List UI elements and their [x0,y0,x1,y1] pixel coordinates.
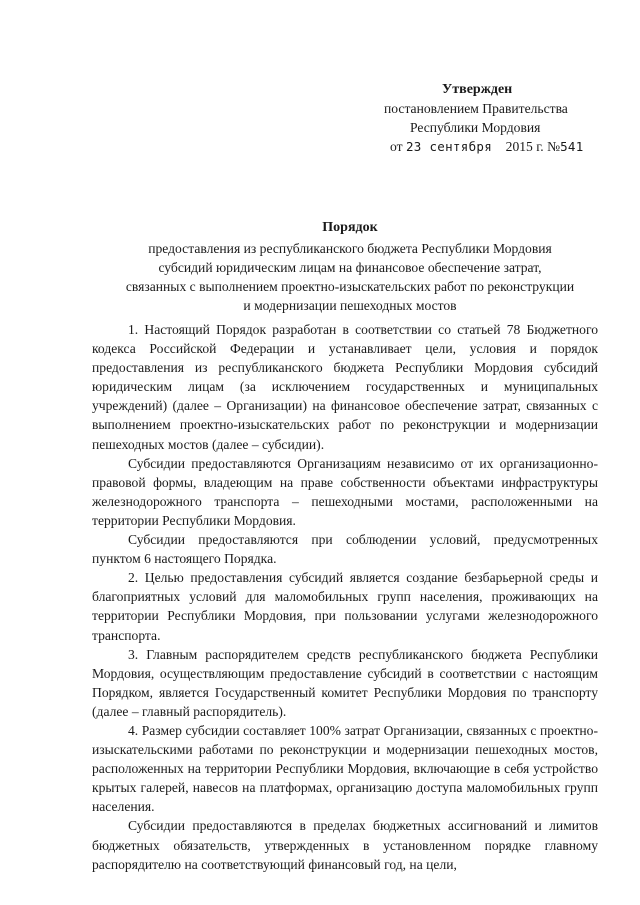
title-line-3: связанных с выполнением проектно-изыскательских работ по реконструкции [125,279,575,294]
approval-heading: Утвержден [442,82,513,97]
document-body [92,320,598,874]
approval-line-date [370,137,610,156]
approval-number-handwritten: 541 [560,139,584,154]
approval-date-handwritten: 23 сентября [405,139,493,154]
approval-year: 2015 г. № [505,139,561,154]
title-line-4: и модернизации пешеходных мостов [243,298,457,313]
approval-stamp-block [370,80,610,156]
paragraph: 1. Настоящий Порядок разработан в соответствии со статьей 78 Бюджетного кодекса Российской Федерации и устанавливает цели, условия и порядок предоставления из республиканского бюджета Республики Мордовия субсидий юридическим лицам (за исключением государственных и муниципальных учреждений) (далее – Организации) на финансовое обеспечение затрат, связанных с выполнением проектно-изыскательских работ по реконструкции и модернизации пешеходных мостов (далее – субсидии). [92,322,598,452]
approval-line-decree: постановлением Правительства [384,101,568,116]
title-line-1: предоставления из республиканского бюджета Республики Мордовия [148,241,552,256]
paragraph: Субсидии предоставляются Организациям независимо от их организационно-правовой формы, владеющим на праве собственности объектами инфраструктуры железнодорожного транспорта – пешеходными мостами, расположенными на территории Республики Мордовия. [92,455,598,528]
paragraph: Субсидии предоставляются при соблюдении условий, предусмотренных пунктом 6 настоящего Порядка. [92,532,598,567]
approval-line-republic: Республики Мордовия [410,120,541,135]
document-title-block [80,218,620,315]
title-line-2: субсидий юридическим лицам на финансовое обеспечение затрат, [158,260,542,275]
approval-date-prefix: от [390,139,406,154]
paragraph: 2. Целью предоставления субсидий является создание безбарьерной среды и благоприятных условий для маломобильных групп населения, проживающих на территории Республики Мордовия, при пользовании услугами железнодорожного транспорта. [92,570,598,643]
paragraph: 4. Размер субсидии составляет 100% затрат Организации, связанных с проектно-изыскательскими работами по реконструкции и модернизации пешеходных мостов, расположенных на территории Республики Мордовия, включающие в себя устройство крытых галерей, навесов на платформах, организацию доступа маломобильных групп населения. [92,722,598,815]
paragraph: 3. Главным распорядителем средств республиканского бюджета Республики Мордовия, осуществляющим предоставление субсидий в соответствии с настоящим Порядком, является Государственный комитет Республики Мордовия по транспорту (далее – главный распорядитель). [92,646,598,719]
paragraph: Субсидии предоставляются в пределах бюджетных ассигнований и лимитов бюджетных обязательств, утвержденных в установленном порядке главному распорядителю на соответствующий финансовый год, на цели, [92,818,598,872]
document-title: Порядок [322,220,378,235]
